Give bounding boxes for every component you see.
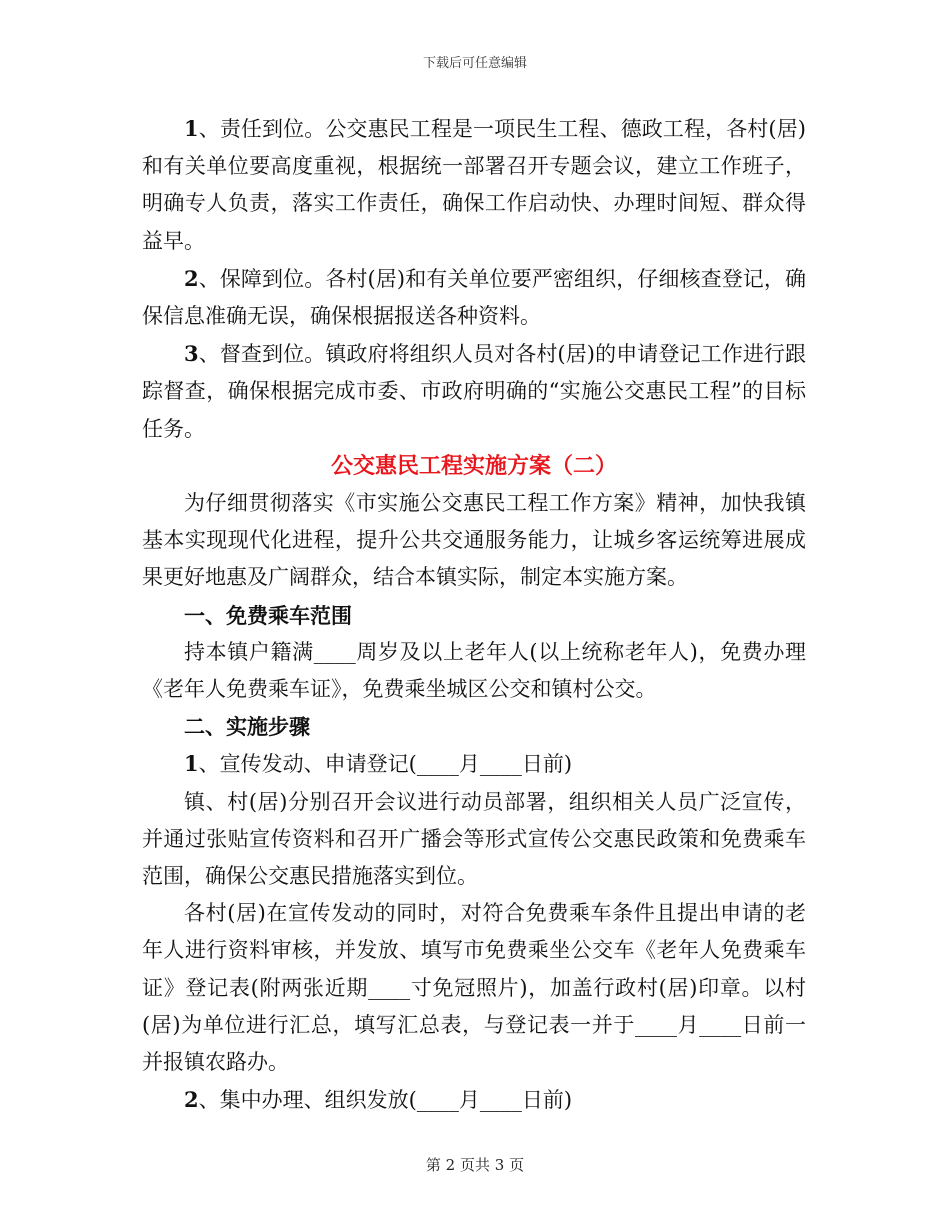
step-number: 1	[184, 751, 199, 777]
paragraph-mobilization: 镇、村(居)分别召开会议进行动员部署，组织相关人员广泛宣传，并通过张贴宣传资料和召开广播会等形式宣传公交惠民政策和免费乘车范围，确保公交惠民措施落实到位。	[142, 789, 806, 889]
step-number: 2	[184, 1087, 199, 1113]
step-text: 、宣传发动、申请登记(____月____日前)	[198, 752, 573, 777]
heading-steps: 二、实施步骤	[184, 714, 310, 740]
paragraph-supervision	[142, 335, 806, 448]
section-title: 公交惠民工程实施方案（二）	[330, 452, 617, 479]
step-processing	[142, 1081, 806, 1119]
item-number: 1	[184, 116, 199, 141]
step-text: 、集中办理、组织发放(____月____日前)	[198, 1088, 573, 1113]
paragraph-intro: 为仔细贯彻落实《市实施公交惠民工程工作方案》精神，加快我镇基本实现现代化进程，提升公共交通服务能力，让城乡客运统筹进展成果更好地惠及广阔群众，结合本镇实际，制定本实施方案。	[142, 491, 806, 590]
paragraph-guarantee	[142, 260, 806, 335]
step-publicity	[142, 745, 806, 783]
item-number: 2	[184, 265, 199, 291]
paragraph-responsibility	[142, 110, 806, 260]
item-text: 、保障到位。各村(居)和有关单位要严密组织，仔细核查登记，确保信息准确无误，确保根据报送各种资料。	[142, 266, 806, 329]
item-text: 、责任到位。公交惠民工程是一项民生工程、德政工程，各村(居)和有关单位要高度重视，根据统一部署召开专题会议，建立工作班子，明确专人负责，落实工作责任，确保工作启动快、办理时间短、群众得益早。	[142, 117, 806, 253]
item-text: 、督查到位。镇政府将组织人员对各村(居)的申请登记工作进行跟踪督查，确保根据完成市委、市政府明确的“实施公交惠民工程”的目标任务。	[142, 342, 806, 441]
page-footer: 第 2 页共 3 页	[425, 1156, 525, 1174]
document-body	[142, 110, 806, 1119]
paragraph-scope: 持本镇户籍满____周岁及以上老年人(以上统称老年人)，免费办理《老年人免费乘车证》，免费乘坐城区公交和镇村公交。	[142, 639, 806, 702]
page-header: 下载后可任意编辑	[422, 56, 527, 71]
paragraph-registration: 各村(居)在宣传发动的同时，对符合免费乘车条件且提出申请的老年人进行资料审核，并发放、填写市免费乘坐公交车《老年人免费乘车证》登记表(附两张近期____寸免冠照片)，加盖行政村(居)印章。以村(居)为单位进行汇总，填写汇总表，与登记表一并于____月____日前一并报镇农路办。	[142, 901, 806, 1075]
heading-free-ride-scope: 一、免费乘车范围	[184, 602, 352, 628]
item-number: 3	[184, 341, 199, 367]
